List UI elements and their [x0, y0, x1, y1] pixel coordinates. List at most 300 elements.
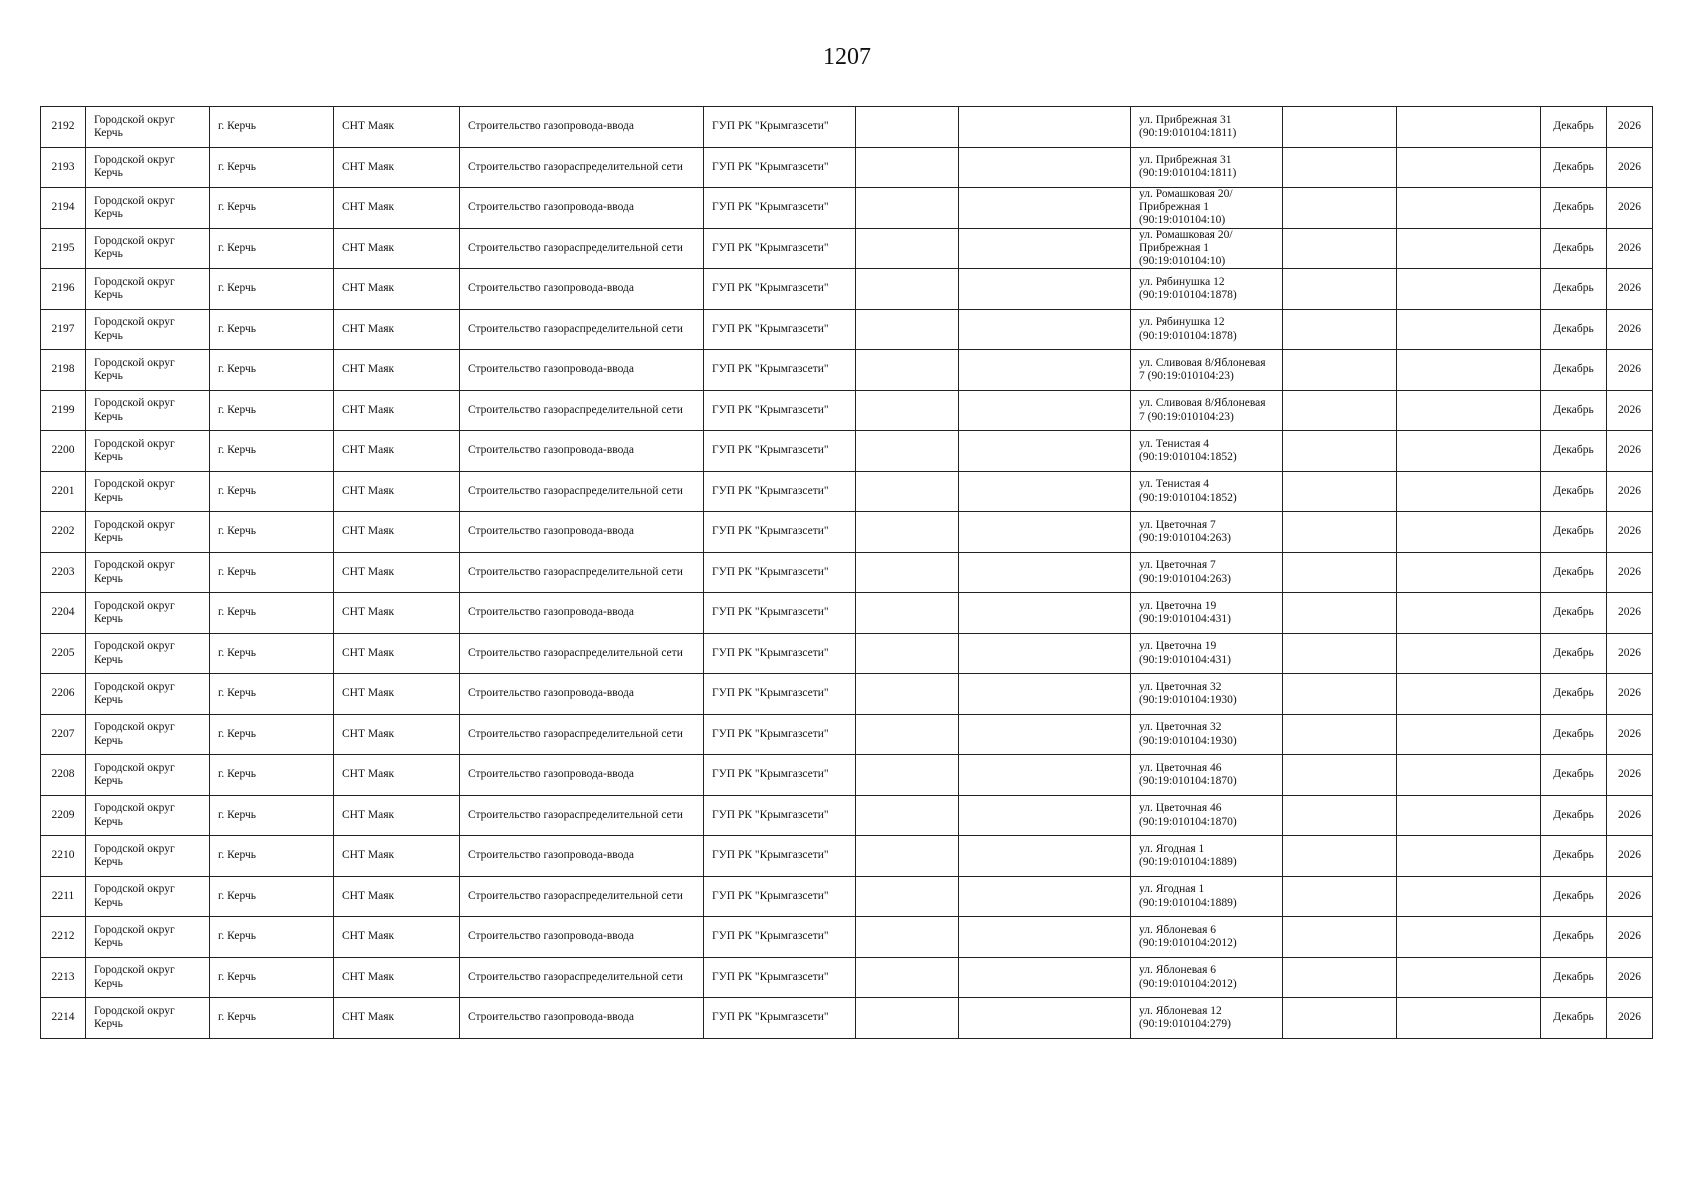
address-cell: ул. Цветочна 19 (90:19:010104:431) — [1131, 633, 1283, 674]
district-cell: Городской округ Керчь — [86, 795, 210, 836]
work-type-cell: Строительство газораспределительной сети — [460, 795, 704, 836]
row-number: 2197 — [41, 309, 86, 350]
city-cell: г. Керчь — [210, 795, 334, 836]
empty-cell — [959, 917, 1131, 958]
address-cell: ул. Яблоневая 6 (90:19:010104:2012) — [1131, 917, 1283, 958]
year-cell: 2026 — [1607, 957, 1653, 998]
empty-cell — [1397, 188, 1541, 229]
empty-cell — [856, 957, 959, 998]
city-cell: г. Керчь — [210, 714, 334, 755]
address-cell: ул. Сливовая 8/Яблоневая 7 (90:19:010104:23) — [1131, 350, 1283, 391]
year-cell: 2026 — [1607, 228, 1653, 269]
row-number: 2201 — [41, 471, 86, 512]
empty-cell — [1397, 390, 1541, 431]
empty-cell — [856, 390, 959, 431]
empty-cell — [959, 107, 1131, 148]
organization-cell: ГУП РК "Крымгазсети" — [704, 228, 856, 269]
settlement-cell: СНТ Маяк — [334, 755, 460, 796]
settlement-cell: СНТ Маяк — [334, 228, 460, 269]
empty-cell — [1283, 431, 1397, 472]
year-cell: 2026 — [1607, 714, 1653, 755]
organization-cell: ГУП РК "Крымгазсети" — [704, 431, 856, 472]
address-cell: ул. Яблоневая 12 (90:19:010104:279) — [1131, 998, 1283, 1039]
empty-cell — [1397, 836, 1541, 877]
settlement-cell: СНТ Маяк — [334, 471, 460, 512]
row-number: 2208 — [41, 755, 86, 796]
year-cell: 2026 — [1607, 998, 1653, 1039]
table-row — [41, 998, 1653, 1039]
address-cell: ул. Сливовая 8/Яблоневая 7 (90:19:010104:23) — [1131, 390, 1283, 431]
settlement-cell: СНТ Маяк — [334, 147, 460, 188]
empty-cell — [1283, 836, 1397, 877]
city-cell: г. Керчь — [210, 876, 334, 917]
empty-cell — [1283, 471, 1397, 512]
year-cell: 2026 — [1607, 917, 1653, 958]
organization-cell: ГУП РК "Крымгазсети" — [704, 512, 856, 553]
empty-cell — [1397, 593, 1541, 634]
district-cell: Городской округ Керчь — [86, 431, 210, 472]
empty-cell — [959, 471, 1131, 512]
organization-cell: ГУП РК "Крымгазсети" — [704, 755, 856, 796]
empty-cell — [959, 957, 1131, 998]
empty-cell — [1283, 795, 1397, 836]
district-cell: Городской округ Керчь — [86, 390, 210, 431]
work-type-cell: Строительство газораспределительной сети — [460, 552, 704, 593]
empty-cell — [856, 755, 959, 796]
month-cell: Декабрь — [1541, 390, 1607, 431]
empty-cell — [1397, 714, 1541, 755]
empty-cell — [856, 917, 959, 958]
settlement-cell: СНТ Маяк — [334, 836, 460, 877]
row-number: 2206 — [41, 674, 86, 715]
empty-cell — [959, 633, 1131, 674]
row-number: 2196 — [41, 269, 86, 310]
organization-cell: ГУП РК "Крымгазсети" — [704, 188, 856, 229]
empty-cell — [1397, 633, 1541, 674]
empty-cell — [856, 228, 959, 269]
work-type-cell: Строительство газопровода-ввода — [460, 350, 704, 391]
table-row — [41, 795, 1653, 836]
address-cell: ул. Ягодная 1 (90:19:010104:1889) — [1131, 836, 1283, 877]
district-cell: Городской округ Керчь — [86, 147, 210, 188]
registry-table — [40, 106, 1653, 1039]
empty-cell — [1283, 674, 1397, 715]
empty-cell — [1397, 998, 1541, 1039]
district-cell: Городской округ Керчь — [86, 957, 210, 998]
empty-cell — [1283, 512, 1397, 553]
empty-cell — [959, 755, 1131, 796]
organization-cell: ГУП РК "Крымгазсети" — [704, 795, 856, 836]
empty-cell — [856, 269, 959, 310]
empty-cell — [1283, 876, 1397, 917]
empty-cell — [1283, 593, 1397, 634]
month-cell: Декабрь — [1541, 755, 1607, 796]
city-cell: г. Керчь — [210, 431, 334, 472]
empty-cell — [1283, 552, 1397, 593]
table-row — [41, 188, 1653, 229]
month-cell: Декабрь — [1541, 147, 1607, 188]
empty-cell — [1283, 714, 1397, 755]
empty-cell — [959, 552, 1131, 593]
district-cell: Городской округ Керчь — [86, 350, 210, 391]
empty-cell — [1397, 147, 1541, 188]
organization-cell: ГУП РК "Крымгазсети" — [704, 593, 856, 634]
empty-cell — [1283, 107, 1397, 148]
month-cell: Декабрь — [1541, 107, 1607, 148]
address-cell: ул. Рябинушка 12 (90:19:010104:1878) — [1131, 269, 1283, 310]
empty-cell — [856, 876, 959, 917]
month-cell: Декабрь — [1541, 593, 1607, 634]
address-cell: ул. Цветочная 7 (90:19:010104:263) — [1131, 552, 1283, 593]
page-number: 1207 — [823, 44, 871, 70]
settlement-cell: СНТ Маяк — [334, 350, 460, 391]
row-number: 2198 — [41, 350, 86, 391]
organization-cell: ГУП РК "Крымгазсети" — [704, 350, 856, 391]
work-type-cell: Строительство газораспределительной сети — [460, 147, 704, 188]
address-cell: ул. Тенистая 4 (90:19:010104:1852) — [1131, 431, 1283, 472]
month-cell: Декабрь — [1541, 471, 1607, 512]
row-number: 2205 — [41, 633, 86, 674]
district-cell: Городской округ Керчь — [86, 512, 210, 553]
city-cell: г. Керчь — [210, 674, 334, 715]
empty-cell — [1283, 390, 1397, 431]
district-cell: Городской округ Керчь — [86, 188, 210, 229]
work-type-cell: Строительство газопровода-ввода — [460, 512, 704, 553]
empty-cell — [856, 350, 959, 391]
empty-cell — [856, 471, 959, 512]
settlement-cell: СНТ Маяк — [334, 431, 460, 472]
organization-cell: ГУП РК "Крымгазсети" — [704, 552, 856, 593]
year-cell: 2026 — [1607, 512, 1653, 553]
organization-cell: ГУП РК "Крымгазсети" — [704, 147, 856, 188]
organization-cell: ГУП РК "Крымгазсети" — [704, 471, 856, 512]
year-cell: 2026 — [1607, 390, 1653, 431]
empty-cell — [959, 228, 1131, 269]
empty-cell — [856, 674, 959, 715]
empty-cell — [959, 998, 1131, 1039]
address-cell: ул. Ягодная 1 (90:19:010104:1889) — [1131, 876, 1283, 917]
month-cell: Декабрь — [1541, 917, 1607, 958]
address-cell: ул. Цветочная 46 (90:19:010104:1870) — [1131, 755, 1283, 796]
district-cell: Городской округ Керчь — [86, 593, 210, 634]
empty-cell — [1397, 876, 1541, 917]
district-cell: Городской округ Керчь — [86, 269, 210, 310]
year-cell: 2026 — [1607, 795, 1653, 836]
empty-cell — [856, 188, 959, 229]
work-type-cell: Строительство газораспределительной сети — [460, 957, 704, 998]
row-number: 2207 — [41, 714, 86, 755]
empty-cell — [1397, 269, 1541, 310]
address-cell: ул. Цветочная 46 (90:19:010104:1870) — [1131, 795, 1283, 836]
district-cell: Городской округ Керчь — [86, 755, 210, 796]
empty-cell — [856, 309, 959, 350]
month-cell: Декабрь — [1541, 188, 1607, 229]
table-row — [41, 552, 1653, 593]
month-cell: Декабрь — [1541, 876, 1607, 917]
work-type-cell: Строительство газораспределительной сети — [460, 633, 704, 674]
address-cell: ул. Прибрежная 31 (90:19:010104:1811) — [1131, 147, 1283, 188]
month-cell: Декабрь — [1541, 431, 1607, 472]
city-cell: г. Керчь — [210, 552, 334, 593]
settlement-cell: СНТ Маяк — [334, 917, 460, 958]
empty-cell — [1283, 188, 1397, 229]
month-cell: Декабрь — [1541, 512, 1607, 553]
empty-cell — [1397, 552, 1541, 593]
year-cell: 2026 — [1607, 431, 1653, 472]
empty-cell — [1283, 998, 1397, 1039]
table-row — [41, 714, 1653, 755]
settlement-cell: СНТ Маяк — [334, 512, 460, 553]
table-row — [41, 471, 1653, 512]
work-type-cell: Строительство газопровода-ввода — [460, 431, 704, 472]
organization-cell: ГУП РК "Крымгазсети" — [704, 309, 856, 350]
year-cell: 2026 — [1607, 309, 1653, 350]
empty-cell — [959, 309, 1131, 350]
work-type-cell: Строительство газораспределительной сети — [460, 471, 704, 512]
district-cell: Городской округ Керчь — [86, 309, 210, 350]
city-cell: г. Керчь — [210, 269, 334, 310]
month-cell: Декабрь — [1541, 309, 1607, 350]
empty-cell — [959, 431, 1131, 472]
organization-cell: ГУП РК "Крымгазсети" — [704, 998, 856, 1039]
month-cell: Декабрь — [1541, 350, 1607, 391]
empty-cell — [856, 431, 959, 472]
city-cell: г. Керчь — [210, 633, 334, 674]
city-cell: г. Керчь — [210, 917, 334, 958]
work-type-cell: Строительство газопровода-ввода — [460, 107, 704, 148]
organization-cell: ГУП РК "Крымгазсети" — [704, 714, 856, 755]
empty-cell — [856, 633, 959, 674]
month-cell: Декабрь — [1541, 998, 1607, 1039]
district-cell: Городской округ Керчь — [86, 633, 210, 674]
empty-cell — [1397, 512, 1541, 553]
empty-cell — [1283, 309, 1397, 350]
work-type-cell: Строительство газопровода-ввода — [460, 755, 704, 796]
table-row — [41, 390, 1653, 431]
city-cell: г. Керчь — [210, 147, 334, 188]
row-number: 2212 — [41, 917, 86, 958]
address-cell: ул. Яблоневая 6 (90:19:010104:2012) — [1131, 957, 1283, 998]
row-number: 2211 — [41, 876, 86, 917]
settlement-cell: СНТ Маяк — [334, 957, 460, 998]
table-row — [41, 228, 1653, 269]
empty-cell — [1283, 269, 1397, 310]
year-cell: 2026 — [1607, 593, 1653, 634]
work-type-cell: Строительство газораспределительной сети — [460, 309, 704, 350]
table-row — [41, 309, 1653, 350]
organization-cell: ГУП РК "Крымгазсети" — [704, 269, 856, 310]
district-cell: Городской округ Керчь — [86, 714, 210, 755]
month-cell: Декабрь — [1541, 714, 1607, 755]
table-row — [41, 431, 1653, 472]
work-type-cell: Строительство газопровода-ввода — [460, 998, 704, 1039]
year-cell: 2026 — [1607, 836, 1653, 877]
empty-cell — [1397, 309, 1541, 350]
empty-cell — [856, 836, 959, 877]
address-cell: ул. Тенистая 4 (90:19:010104:1852) — [1131, 471, 1283, 512]
row-number: 2194 — [41, 188, 86, 229]
work-type-cell: Строительство газопровода-ввода — [460, 836, 704, 877]
settlement-cell: СНТ Маяк — [334, 593, 460, 634]
address-cell: ул. Цветочная 32 (90:19:010104:1930) — [1131, 674, 1283, 715]
empty-cell — [1397, 795, 1541, 836]
row-number: 2200 — [41, 431, 86, 472]
district-cell: Городской округ Керчь — [86, 917, 210, 958]
district-cell: Городской округ Керчь — [86, 674, 210, 715]
work-type-cell: Строительство газораспределительной сети — [460, 876, 704, 917]
empty-cell — [959, 714, 1131, 755]
month-cell: Декабрь — [1541, 674, 1607, 715]
empty-cell — [856, 107, 959, 148]
table-row — [41, 917, 1653, 958]
empty-cell — [1283, 147, 1397, 188]
empty-cell — [1397, 228, 1541, 269]
empty-cell — [959, 876, 1131, 917]
settlement-cell: СНТ Маяк — [334, 876, 460, 917]
table-row — [41, 512, 1653, 553]
organization-cell: ГУП РК "Крымгазсети" — [704, 917, 856, 958]
empty-cell — [959, 674, 1131, 715]
empty-cell — [856, 795, 959, 836]
empty-cell — [959, 593, 1131, 634]
district-cell: Городской округ Керчь — [86, 471, 210, 512]
row-number: 2193 — [41, 147, 86, 188]
settlement-cell: СНТ Маяк — [334, 107, 460, 148]
empty-cell — [1283, 917, 1397, 958]
work-type-cell: Строительство газораспределительной сети — [460, 390, 704, 431]
empty-cell — [959, 350, 1131, 391]
row-number: 2204 — [41, 593, 86, 634]
city-cell: г. Керчь — [210, 309, 334, 350]
city-cell: г. Керчь — [210, 107, 334, 148]
empty-cell — [856, 552, 959, 593]
city-cell: г. Керчь — [210, 593, 334, 634]
table-row — [41, 674, 1653, 715]
empty-cell — [959, 836, 1131, 877]
year-cell: 2026 — [1607, 147, 1653, 188]
settlement-cell: СНТ Маяк — [334, 998, 460, 1039]
empty-cell — [959, 512, 1131, 553]
month-cell: Декабрь — [1541, 269, 1607, 310]
address-cell: ул. Ромашковая 20/Прибрежная 1 (90:19:010104:10) — [1131, 228, 1283, 269]
row-number: 2209 — [41, 795, 86, 836]
empty-cell — [1397, 471, 1541, 512]
organization-cell: ГУП РК "Крымгазсети" — [704, 957, 856, 998]
settlement-cell: СНТ Маяк — [334, 795, 460, 836]
city-cell: г. Керчь — [210, 188, 334, 229]
year-cell: 2026 — [1607, 633, 1653, 674]
empty-cell — [959, 188, 1131, 229]
empty-cell — [856, 512, 959, 553]
year-cell: 2026 — [1607, 674, 1653, 715]
row-number: 2214 — [41, 998, 86, 1039]
year-cell: 2026 — [1607, 755, 1653, 796]
city-cell: г. Керчь — [210, 390, 334, 431]
empty-cell — [1397, 674, 1541, 715]
year-cell: 2026 — [1607, 107, 1653, 148]
district-cell: Городской округ Керчь — [86, 836, 210, 877]
empty-cell — [1397, 107, 1541, 148]
empty-cell — [1397, 957, 1541, 998]
month-cell: Декабрь — [1541, 552, 1607, 593]
district-cell: Городской округ Керчь — [86, 228, 210, 269]
city-cell: г. Керчь — [210, 957, 334, 998]
month-cell: Декабрь — [1541, 795, 1607, 836]
settlement-cell: СНТ Маяк — [334, 309, 460, 350]
empty-cell — [1283, 633, 1397, 674]
month-cell: Декабрь — [1541, 633, 1607, 674]
settlement-cell: СНТ Маяк — [334, 269, 460, 310]
work-type-cell: Строительство газораспределительной сети — [460, 228, 704, 269]
address-cell: ул. Цветочна 19 (90:19:010104:431) — [1131, 593, 1283, 634]
work-type-cell: Строительство газопровода-ввода — [460, 188, 704, 229]
table-row — [41, 876, 1653, 917]
city-cell: г. Керчь — [210, 471, 334, 512]
settlement-cell: СНТ Маяк — [334, 674, 460, 715]
empty-cell — [1397, 350, 1541, 391]
work-type-cell: Строительство газораспределительной сети — [460, 714, 704, 755]
empty-cell — [856, 714, 959, 755]
address-cell: ул. Прибрежная 31 (90:19:010104:1811) — [1131, 107, 1283, 148]
settlement-cell: СНТ Маяк — [334, 714, 460, 755]
empty-cell — [856, 998, 959, 1039]
settlement-cell: СНТ Маяк — [334, 188, 460, 229]
city-cell: г. Керчь — [210, 350, 334, 391]
table-body — [41, 107, 1653, 1039]
settlement-cell: СНТ Маяк — [334, 552, 460, 593]
row-number: 2202 — [41, 512, 86, 553]
city-cell: г. Керчь — [210, 755, 334, 796]
empty-cell — [1283, 957, 1397, 998]
organization-cell: ГУП РК "Крымгазсети" — [704, 633, 856, 674]
settlement-cell: СНТ Маяк — [334, 633, 460, 674]
empty-cell — [1397, 917, 1541, 958]
year-cell: 2026 — [1607, 350, 1653, 391]
organization-cell: ГУП РК "Крымгазсети" — [704, 836, 856, 877]
address-cell: ул. Рябинушка 12 (90:19:010104:1878) — [1131, 309, 1283, 350]
row-number: 2203 — [41, 552, 86, 593]
row-number: 2210 — [41, 836, 86, 877]
month-cell: Декабрь — [1541, 228, 1607, 269]
table-row — [41, 593, 1653, 634]
year-cell: 2026 — [1607, 876, 1653, 917]
row-number: 2195 — [41, 228, 86, 269]
year-cell: 2026 — [1607, 471, 1653, 512]
work-type-cell: Строительство газопровода-ввода — [460, 593, 704, 634]
address-cell: ул. Цветочная 7 (90:19:010104:263) — [1131, 512, 1283, 553]
year-cell: 2026 — [1607, 188, 1653, 229]
organization-cell: ГУП РК "Крымгазсети" — [704, 876, 856, 917]
work-type-cell: Строительство газопровода-ввода — [460, 674, 704, 715]
empty-cell — [1283, 228, 1397, 269]
empty-cell — [959, 269, 1131, 310]
empty-cell — [959, 147, 1131, 188]
empty-cell — [1283, 755, 1397, 796]
table-row — [41, 350, 1653, 391]
row-number: 2199 — [41, 390, 86, 431]
row-number: 2213 — [41, 957, 86, 998]
empty-cell — [1397, 755, 1541, 796]
district-cell: Городской округ Керчь — [86, 107, 210, 148]
city-cell: г. Керчь — [210, 998, 334, 1039]
year-cell: 2026 — [1607, 269, 1653, 310]
district-cell: Городской округ Керчь — [86, 998, 210, 1039]
organization-cell: ГУП РК "Крымгазсети" — [704, 674, 856, 715]
table-row — [41, 147, 1653, 188]
table-row — [41, 269, 1653, 310]
city-cell: г. Керчь — [210, 836, 334, 877]
empty-cell — [959, 390, 1131, 431]
